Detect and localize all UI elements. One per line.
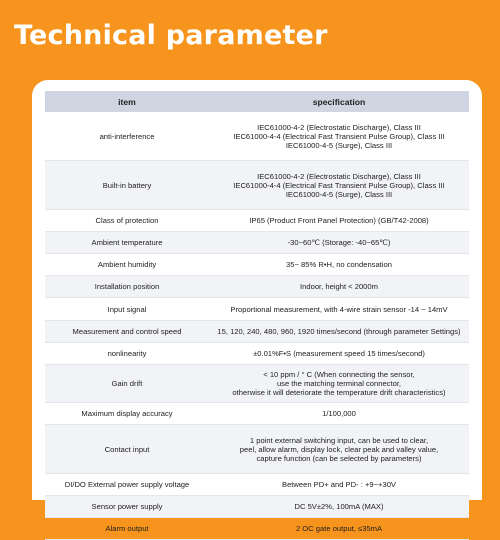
spec-line: 1 point external switching input, can be used to clear, [249, 435, 429, 445]
row-spec [209, 112, 469, 161]
table-row [45, 474, 469, 496]
row-spec [209, 425, 469, 474]
row-spec [209, 161, 469, 210]
spec-line: otherwise it will deteriorate the temperature drift characteristics) [232, 388, 446, 397]
spec-card [32, 80, 482, 533]
spec-line: IEC61000-4-2 (Electrostatic Discharge), Class III [257, 171, 421, 181]
row-item: anti-interference [45, 112, 209, 161]
spec-line: IEC61000-4-4 (Electrical Fast Transient Pulse Group), Class III [233, 180, 445, 190]
spec-line: use the matching terminal connector, [276, 379, 402, 388]
table-row [45, 298, 469, 321]
row-item: DI/DO External power supply voltage [45, 474, 209, 496]
spec-line: IEC61000-4-2 (Electrostatic Discharge), Class III [257, 122, 421, 132]
table-row [45, 321, 469, 343]
row-spec: Proportional measurement, with 4-wire strain sensor -14 ~ 14mV [209, 298, 469, 321]
row-spec [209, 365, 469, 403]
row-spec: Between PD+ and PD- : +9~+30V [209, 474, 469, 496]
row-item: nonlinearity [45, 343, 209, 365]
row-item: Built-in battery [45, 161, 209, 210]
table-row [45, 496, 469, 518]
column-header-item: item [45, 91, 209, 112]
spec-line: IEC61000-4-5 (Surge), Class III [285, 140, 393, 150]
spec-line: IEC61000-4-5 (Surge), Class III [285, 189, 393, 199]
row-spec: 2 OC gate output, ≤35mA [209, 518, 469, 540]
spec-line: IEC61000-4-4 (Electrical Fast Transient Pulse Group), Class III [233, 131, 445, 141]
table-row [45, 254, 469, 276]
page-title: Technical parameter [14, 20, 328, 51]
row-spec: ±0.01%F•S (measurement speed 15 times/second) [209, 343, 469, 365]
spec-line: < 10 ppm / ° C (When connecting the sensor, [263, 370, 415, 379]
table-row [45, 232, 469, 254]
row-item: Ambient humidity [45, 254, 209, 276]
table-row [45, 403, 469, 425]
row-item: Contact input [45, 425, 209, 474]
row-item: Installation position [45, 276, 209, 298]
row-item: Maximum display accuracy [45, 403, 209, 425]
row-item: Measurement and control speed [45, 321, 209, 343]
row-spec: 35~ 85% R•H, no condensation [209, 254, 469, 276]
row-spec: 15, 120, 240, 480, 960, 1920 times/second (through parameter Settings) [209, 321, 469, 343]
table-row [45, 425, 469, 474]
table-header-row [45, 91, 469, 112]
row-spec: IP65 (Product Front Panel Protection) (GB/T42-2008) [209, 210, 469, 232]
row-item: Input signal [45, 298, 209, 321]
row-item: Sensor power supply [45, 496, 209, 518]
table-row [45, 276, 469, 298]
column-header-specification: specification [209, 91, 469, 112]
row-spec: Indoor, height < 2000m [209, 276, 469, 298]
table-row [45, 210, 469, 232]
table-row [45, 343, 469, 365]
row-item: Class of protection [45, 210, 209, 232]
table-row [45, 518, 469, 540]
table-row [45, 365, 469, 403]
spec-line: capture function (can be selected by parameters) [256, 453, 422, 463]
row-spec: 1/100,000 [209, 403, 469, 425]
table-row [45, 112, 469, 161]
table-row [45, 161, 469, 210]
spec-table [45, 91, 469, 540]
spec-line: peel, allow alarm, display lock, clear peak and valley value, [239, 444, 439, 454]
row-item: Alarm output [45, 518, 209, 540]
row-item: Ambient temperature [45, 232, 209, 254]
row-spec: DC 5V±2%, 100mA (MAX) [209, 496, 469, 518]
row-spec: -30~60℃ (Storage: -40~65℃) [209, 232, 469, 254]
row-item: Gain drift [45, 365, 209, 403]
